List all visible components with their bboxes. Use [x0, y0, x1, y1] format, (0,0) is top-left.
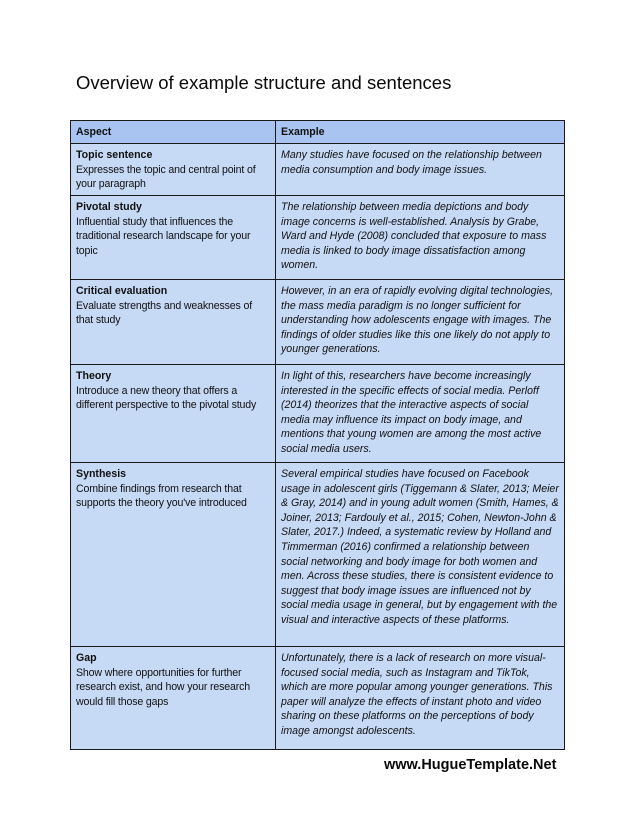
table-row	[71, 647, 565, 750]
table-header-row	[71, 121, 565, 144]
example-text: Many studies have focused on the relationship between media consumption and body image issues.	[281, 149, 542, 176]
aspect-name: Critical evaluation	[76, 285, 168, 297]
aspect-name: Gap	[76, 652, 97, 664]
column-header-aspect: Aspect	[71, 121, 276, 144]
aspect-cell	[71, 463, 276, 647]
aspect-description: Evaluate strengths and weaknesses of that study	[76, 299, 252, 327]
table-row	[71, 196, 565, 280]
aspect-description: Influential study that influences the traditional research landscape for your topic	[76, 215, 251, 257]
aspect-name: Theory	[76, 370, 112, 382]
aspect-description: Expresses the topic and central point of your paragraph	[76, 163, 256, 191]
footer-watermark: www.HugueTemplate.Net	[384, 757, 557, 773]
example-cell	[276, 280, 565, 365]
aspect-cell	[71, 196, 276, 280]
table-row	[71, 463, 565, 647]
overview-table	[70, 120, 565, 750]
aspect-cell	[71, 280, 276, 365]
aspect-cell	[71, 144, 276, 196]
aspect-name: Pivotal study	[76, 201, 142, 213]
page-title: Overview of example structure and sentences	[76, 72, 452, 93]
example-cell	[276, 196, 565, 280]
column-header-example: Example	[276, 121, 565, 144]
aspect-name: Topic sentence	[76, 149, 153, 161]
aspect-cell	[71, 365, 276, 463]
aspect-description: Introduce a new theory that offers a different perspective to the pivotal study	[76, 384, 257, 412]
aspect-cell	[71, 647, 276, 750]
table-row	[71, 365, 565, 463]
aspect-description: Combine findings from research that supports the theory you've introduced	[76, 482, 247, 510]
aspect-description: Show where opportunities for further research exist, and how your research would fill those gaps	[76, 666, 251, 708]
example-cell	[276, 647, 565, 750]
aspect-name: Synthesis	[76, 468, 127, 480]
example-text: Several empirical studies have focused on Facebook usage in adolescent girls (Tiggemann & Slater, 2013; Meier & Gray, 2014) and in young adult women (Smith, Hames, & Joiner, 2013; Fardouly et al., 2015; Cohen, Newton-John & Slater, 2017.) Indeed, a systematic review by Holland and Timmerman (2016) confirmed a relationship between social networking and body image for both women and men. Across these studies, there is consistent evidence to suggest that body image issues are influenced not by social media usage in general, but by engagement with the visual and interactive aspects of these platforms.	[281, 468, 559, 626]
example-cell	[276, 365, 565, 463]
example-text: The relationship between media depictions and body image concerns is well-established. Analysis by Grabe, Ward and Hyde (2008) concluded that exposure to mass media is linked to body image dissatisfaction among women.	[281, 201, 547, 272]
example-cell	[276, 463, 565, 647]
table-row	[71, 280, 565, 365]
example-text: Unfortunately, there is a lack of research on more visual-focused social media, such as Instagram and TikTok, which are more popular among younger generations. This paper will analyze the effects of instant photo and video sharing on these platforms on the perceptions of body image amongst adolescents.	[281, 652, 553, 737]
table-row	[71, 144, 565, 196]
example-text: In light of this, researchers have become increasingly interested in the specific effects of social media. Perloff (2014) theorizes that the interactive aspects of social media may influence its impact on body image, and mentions that young women are among the most active social media users.	[281, 370, 542, 455]
example-text: However, in an era of rapidly evolving digital technologies, the mass media paradigm is no longer sufficient for understanding how adolescents engage with images. The findings of older studies like this one likely do not apply to younger generations.	[281, 285, 554, 356]
example-cell	[276, 144, 565, 196]
